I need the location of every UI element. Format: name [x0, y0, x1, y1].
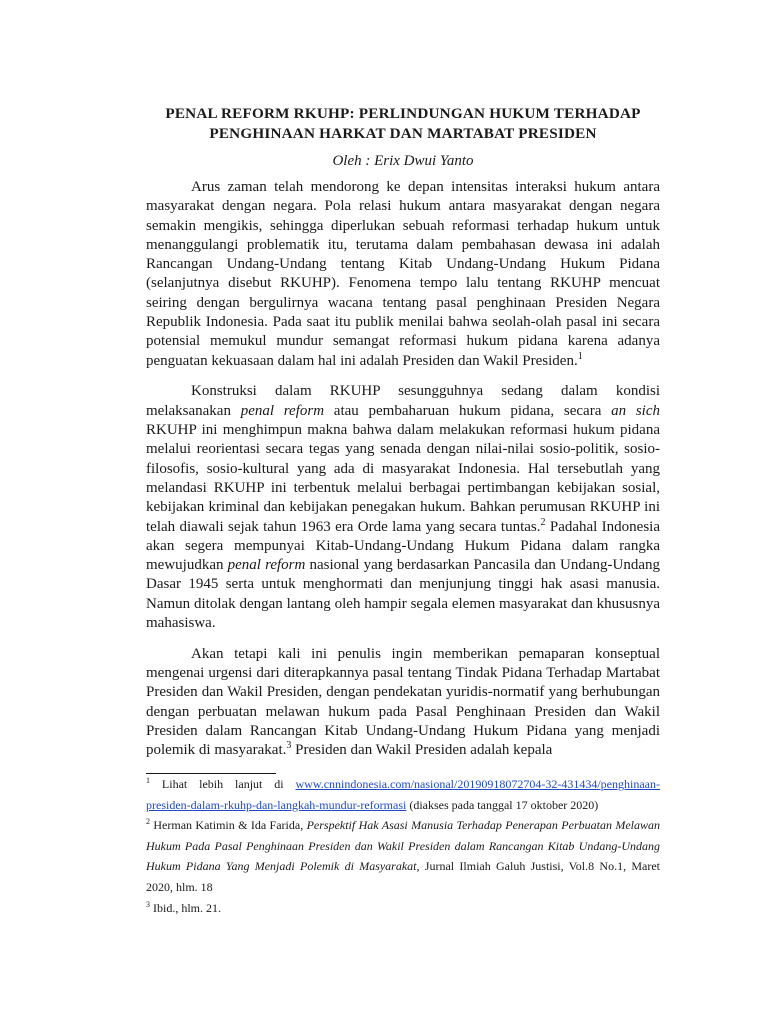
paragraph-2-text-e: nasional yang berdasarkan Pancasila dan Undang-Undang Dasar 1945 serta untuk menghormati dan menjunjung tinggi hak asasi manusia. Namun ditolak dengan lantang oleh hampir segala elemen masyarakat dan khususnya mahasiswa. — [146, 557, 661, 632]
paragraph-3 — [146, 645, 660, 761]
term-penal-reform-2: penal reform — [227, 557, 306, 574]
footnote-2-prefix: Herman Katimin & Ida Farida, — [150, 818, 307, 833]
footnote-2 — [146, 815, 660, 897]
footnote-2-italic-title: Perspektif Hak Asasi Manusia Terhadap Penerapan Perbuatan Melawan Hukum Pada Pasal Penghinaan Presiden dan Wakil Presiden dalam Rancangan Kitab Undang-Undang Hukum Pidana Yang Menjadi Polemik di Masyarakat, — [146, 818, 660, 874]
footnote-1-number: 1 — [146, 776, 150, 785]
footnote-ref-1[interactable]: 1 — [577, 350, 583, 362]
footnote-3-number: 3 — [146, 899, 150, 909]
paragraph-3-text-b: Presiden dan Wakil Presiden adalah kepala — [291, 742, 553, 759]
paragraph-2-text-a: Konstruksi dalam RKUHP sesungguhnya sedang dalam kondisi melaksanakan — [146, 383, 660, 419]
term-penal-reform: penal reform — [240, 402, 325, 419]
footnotes — [146, 774, 660, 918]
paragraph-1 — [146, 178, 660, 371]
footnote-1-suffix: (diakses pada tanggal 17 oktober 2020) — [406, 797, 599, 812]
term-an-sich: an sich — [611, 402, 660, 419]
footnote-1-link[interactable]: www.cnnindonesia.com/nasional/20190918072704-32-431434/penghinaan-presiden-dalam-rkuhp-dan-langkah-mundur-reformasi — [146, 777, 660, 812]
paragraph-2-text-b: atau pembaharuan hukum pidana, secara — [324, 402, 612, 419]
footnote-2-suffix: Jurnal Ilmiah Galuh Justisi, Vol.8 No.1, Maret 2020, hlm. 18 — [146, 859, 661, 894]
paragraph-2-text-c: RKUHP ini menghimpun makna bahwa dalam melakukan reformasi hukum pidana melalui reorientasi secara tegas yang senada dengan nilai-nilai sosio-politik, sosio-filosofis, sosio-kultural yang ada di masyarakat Indonesia. Hal tersebutlah yang melandasi RKUHP ini terbentuk melalui berbagai pertimbangan kebijakan sosial, kebijakan kriminal dan kebijakan penegakan hukum. Bahkan perumusan RKUHP ini telah diawali sejak tahun 1963 era Orde lama yang secara tuntas. — [146, 422, 660, 535]
footnote-3-text: Ibid., hlm. 21. — [150, 900, 221, 915]
title-line-2: PENGHINAAN HARKAT DAN MARTABAT PRESIDEN — [209, 125, 597, 142]
footnote-1 — [146, 774, 660, 815]
author-byline: Oleh : Erix Dwui Yanto — [332, 153, 474, 169]
footnote-ref-2[interactable]: 2 — [540, 516, 546, 528]
paragraph-2 — [146, 382, 660, 633]
footnote-ref-3[interactable]: 3 — [286, 740, 292, 752]
footnote-1-prefix: Lihat lebih lanjut di — [150, 777, 296, 791]
paragraph-1-text: Arus zaman telah mendorong ke depan intensitas interaksi hukum antara masyarakat dengan negara. Pola relasi hukum antara masyarakat dengan negara semakin mengikis, sehingga diperlukan sebuah reformasi terhadap hukum untuk menanggulangi problematik itu, terutama dalam pembahasan dewasa ini adalah Rancangan Undang-Undang tentang Kitab Undang-Undang Hukum Pidana (selanjutnya disebut RKUHP). Fenomena tempo lalu tentang RKUHP mencuat seiring dengan bergulirnya wacana tentang pasal penghinaan Presiden Negara Republik Indonesia. Pada saat itu publik menilai bahwa seolah-olah pasal ini secara potensial memukul mundur semangat reformasi hukum pidana karena adanya penguatan kekuasaan dalam hal ini adalah Presiden dan Wakil Presiden. — [146, 179, 660, 369]
paragraph-2-text-d: Padahal Indonesia akan segera mempunyai Kitab-Undang-Undang Hukum Pidana dalam rangka mewujudkan — [146, 518, 660, 574]
footnote-2-number: 2 — [146, 817, 150, 827]
document-title — [146, 104, 660, 144]
body-text — [146, 178, 660, 761]
title-line-1: PENAL REFORM RKUHP: PERLINDUNGAN HUKUM TERHADAP — [165, 105, 641, 122]
footnote-3 — [146, 898, 660, 919]
paragraph-3-text-a: Akan tetapi kali ini penulis ingin memberikan pemaparan konseptual mengenai urgensi dari diterapkannya pasal tentang Tindak Pidana Terhadap Martabat Presiden dan Wakil Presiden, dengan pendekatan yuridis-normatif yang berhubungan dengan perbuatan melawan hukum pada Pasal Penghinaan Presiden dan Wakil Presiden dalam Rancangan Kitab Undang-Undang Hukum Pidana yang menjadi polemik di masyarakat. — [146, 645, 660, 759]
